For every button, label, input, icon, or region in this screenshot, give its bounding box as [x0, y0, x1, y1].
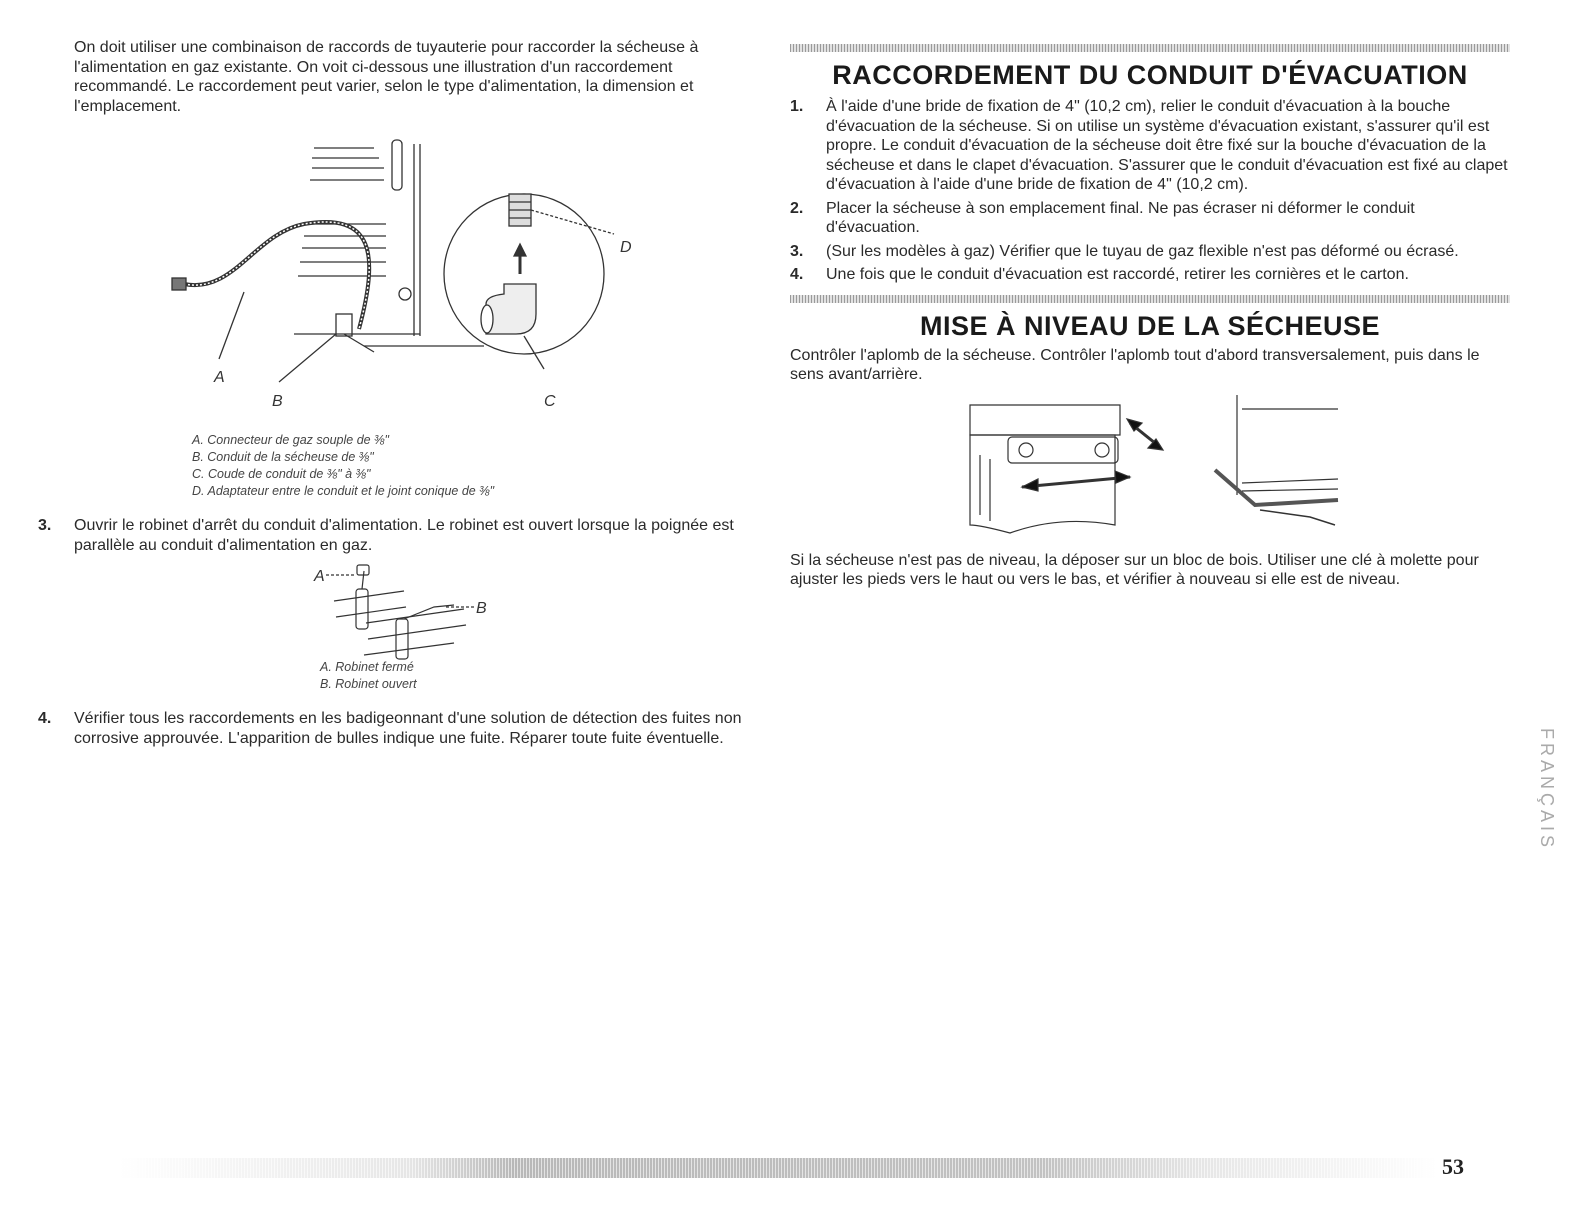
legend-item: B. Conduit de la sécheuse de ⅜"	[192, 450, 374, 464]
legend-item: A. Robinet fermé	[320, 660, 414, 674]
exhaust-step-1	[790, 97, 1510, 195]
right-column	[790, 44, 1510, 590]
step-text: Placer la sécheuse à son emplacement final. Ne pas écraser ni déformer le conduit d'évacuation.	[826, 199, 1415, 236]
legend-item: D. Adaptateur entre le conduit et le joint conique de ⅜"	[192, 484, 495, 498]
leveling-after-text: Si la sécheuse n'est pas de niveau, la déposer sur un bloc de bois. Utiliser une clé à molette pour ajuster les pieds vers le haut ou vers le bas, et vérifier à nouveau si elle est de niveau.	[790, 551, 1479, 588]
valve-callout-b: B	[476, 600, 487, 617]
language-tab-graphic	[1524, 728, 1557, 860]
callout-d: D	[620, 239, 632, 256]
callout-c: C	[544, 393, 556, 410]
step-number: 4.	[790, 266, 804, 283]
section-divider	[790, 44, 1510, 52]
left-steps-b	[38, 709, 764, 748]
language-side-tab	[1524, 728, 1557, 860]
left-steps-a	[38, 516, 764, 555]
callout-a: A	[214, 369, 225, 386]
leveling-figure	[790, 395, 1510, 545]
gas-intro-paragraph: On doit utiliser une combinaison de raccords de tuyauterie pour raccorder la sécheuse à l'alimentation en gaz existante. On voit ci-dessous une illustration d'un raccordement recommandé. Le raccordement peut varier, selon le type d'alimentation, la dimension et l'emplacement.	[74, 39, 699, 115]
step-text: Vérifier tous les raccordements en les badigeonnant d'une solution de détection des fuites non corrosive approuvée. L'apparition de bulles indique une fuite. Réparer toute fuite éventuelle.	[74, 710, 742, 747]
valve-figure-legend	[320, 659, 764, 693]
callout-b: B	[272, 393, 283, 410]
exhaust-section-title: RACCORDEMENT DU CONDUIT D'ÉVACUATION	[832, 60, 1468, 90]
step-text: Ouvrir le robinet d'arrêt du conduit d'alimentation. Le robinet est ouvert lorsque la poignée est parallèle au conduit d'alimentation en gaz.	[74, 517, 734, 554]
leveling-intro: Contrôler l'aplomb de la sécheuse. Contrôler l'aplomb tout d'abord transversalement, puis dans le sens avant/arrière.	[790, 346, 1480, 383]
step-number: 4.	[38, 710, 52, 727]
step-text: Une fois que le conduit d'évacuation est raccordé, retirer les cornières et le carton.	[826, 266, 1409, 283]
language-label: FRANÇAIS	[1537, 728, 1557, 852]
legend-item: C. Coude de conduit de ⅜" à ⅜"	[192, 467, 371, 481]
step-number: 1.	[790, 98, 804, 115]
exhaust-step-2	[790, 199, 1510, 238]
footer-bar	[118, 1158, 1438, 1178]
leveling-section-title: MISE À NIVEAU DE LA SÉCHEUSE	[919, 310, 1381, 341]
gas-figure-legend	[192, 432, 764, 500]
leveling-illustration	[790, 395, 1510, 545]
step-number: 3.	[38, 517, 52, 534]
page-number: 53	[1442, 1154, 1464, 1179]
valve-figure	[74, 559, 764, 659]
step-number: 2.	[790, 199, 804, 217]
valve-illustration	[74, 559, 694, 659]
valve-callout-a: A	[314, 568, 325, 585]
section-divider	[790, 295, 1510, 303]
step-text: (Sur les modèles à gaz) Vérifier que le tuyau de gaz flexible n'est pas déformé ou écrasé.	[826, 242, 1459, 260]
exhaust-step-3	[790, 242, 1510, 262]
gas-connection-illustration	[74, 124, 694, 424]
gas-connection-figure	[74, 124, 764, 424]
step-number: 3.	[790, 242, 804, 260]
left-column	[38, 38, 764, 748]
exhaust-steps	[790, 97, 1510, 285]
legend-item: A. Connecteur de gaz souple de ⅜"	[192, 433, 389, 447]
step-text: À l'aide d'une bride de fixation de 4" (10,2 cm), relier le conduit d'évacuation à la bouche d'évacuation de la sécheuse. Si on utilise un système d'évacuation existant, s'assurer qu'il est propre. Le conduit d'évacuation de la sécheuse doit être fixé sur la bouche d'évacuation de la sécheuse et dans le clapet d'évacuation. S'assurer que le conduit d'évacuation est fixé au clapet d'évacuation à l'aide d'une bride de fixation de 4" (10,2 cm).	[826, 98, 1508, 193]
step-3	[38, 516, 764, 555]
step-4	[38, 709, 764, 748]
legend-item: B. Robinet ouvert	[320, 677, 417, 691]
exhaust-step-4	[790, 265, 1510, 285]
